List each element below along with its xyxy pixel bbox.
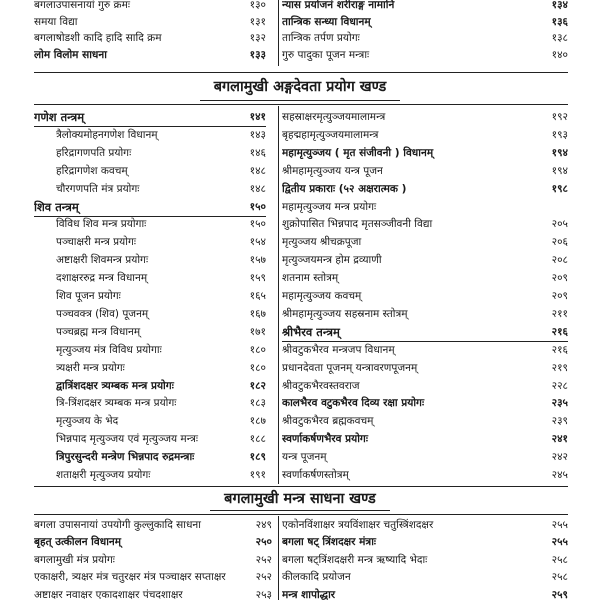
toc-entry-title: शिव तन्त्रम् bbox=[34, 199, 79, 214]
toc-entry bbox=[34, 215, 266, 233]
toc-entry-title: बगलाउपासनायां गुरु क्रमः bbox=[34, 0, 130, 11]
toc-entry bbox=[34, 586, 272, 604]
toc-page-number: १९४ bbox=[551, 146, 568, 159]
toc-page-number: १४६ bbox=[249, 146, 266, 159]
toc-entry-title: बृहद्महामृत्युञ्जयमालामन्त्र bbox=[282, 128, 379, 141]
toc-entry bbox=[34, 180, 266, 198]
toc-page-number: १३४ bbox=[551, 0, 568, 11]
toc-entry bbox=[282, 448, 568, 466]
toc-page-number: १८२ bbox=[249, 379, 266, 392]
toc-entry bbox=[282, 29, 568, 47]
toc-page-number: २५५ bbox=[551, 519, 568, 531]
toc-page-number: २०९ bbox=[551, 290, 568, 302]
toc-entry-title: प्रधानदेवता पूजनम् यन्त्रावरणपूजनम् bbox=[282, 361, 418, 374]
toc-entry-title: हरिद्रागणपति प्रयोगः bbox=[56, 146, 132, 159]
toc-entry-title: त्र्यक्षरी मन्त्र प्रयोगः bbox=[56, 361, 125, 374]
toc-entry bbox=[34, 144, 266, 162]
toc-page-number: १९२ bbox=[551, 111, 568, 123]
toc-entry-title: कालभैरव वटुकभैरव दिव्य रक्षा प्रयोगः bbox=[282, 397, 425, 410]
toc-entry bbox=[34, 430, 266, 448]
toc-entry bbox=[34, 251, 266, 269]
toc-entry bbox=[282, 144, 568, 162]
toc-page-number: १६५ bbox=[249, 290, 266, 302]
toc-page-number: १४० bbox=[551, 48, 568, 61]
toc-entry bbox=[282, 215, 568, 233]
toc-entry-title: बृहत् उत्कीलन विधानम् bbox=[34, 536, 122, 549]
toc-page-number: २४२ bbox=[551, 451, 568, 464]
toc-entry-title: बगलाषोडशी कादि हादि सादि क्रम bbox=[34, 32, 162, 44]
toc-page-number: १३० bbox=[249, 0, 266, 11]
toc-entry-title: यन्त्र पूजनम् bbox=[282, 451, 327, 464]
toc-entry-title: शुक्रोपासित भिन्नपाद मृतसञ्जीवनी विद्या bbox=[282, 218, 433, 231]
toc-entry bbox=[282, 430, 568, 448]
section-rule bbox=[200, 100, 400, 101]
toc-entry-title: बगला षट्त्रिंशदक्षरी मन्त्र ऋष्यादि भेदाः bbox=[282, 553, 428, 566]
toc-entry bbox=[282, 412, 568, 430]
toc-entry-title: बगलामुखी मंत्र प्रयोगः bbox=[34, 553, 115, 566]
toc-entry bbox=[282, 305, 568, 323]
toc-page-number: १८७ bbox=[249, 415, 266, 428]
toc-page-number: २०५ bbox=[551, 218, 568, 231]
toc-entry-title: श्रीमहामृत्युञ्जय यन्त्र पूजन bbox=[282, 164, 383, 177]
toc-entry bbox=[282, 359, 568, 377]
toc-entry bbox=[34, 341, 266, 359]
toc-page-number: २५२ bbox=[255, 553, 272, 566]
toc-page-number: १९८ bbox=[551, 182, 568, 195]
toc-entry-title: त्रैलोक्यमोहनगणेश विधानम् bbox=[56, 128, 158, 141]
toc-group-heading bbox=[34, 198, 266, 216]
section1-title: बगलामुखी अङ्गदेवता प्रयोग खण्ड bbox=[213, 79, 387, 95]
toc-page-number: १९३ bbox=[551, 128, 568, 141]
toc-entry-title: श्रीवटुकभैरवस्तवराज bbox=[282, 379, 360, 392]
toc-entry-title: द्वात्रिंशदक्षर त्र्यम्बक मन्त्र प्रयोगः bbox=[56, 379, 174, 392]
toc-entry-title: चौरगणपति मंत्र प्रयोगः bbox=[56, 182, 140, 195]
toc-entry-title: मन्त्र शापोद्धार bbox=[282, 588, 336, 601]
toc-entry bbox=[34, 287, 266, 305]
toc-entry bbox=[282, 13, 568, 31]
toc-entry bbox=[34, 448, 266, 466]
section-rule bbox=[34, 486, 568, 487]
toc-entry bbox=[34, 269, 266, 287]
toc-page-number: २५५ bbox=[551, 536, 568, 549]
toc-page-number: २०६ bbox=[551, 236, 568, 249]
toc-entry-title: हरिद्रागणेश कवचम् bbox=[56, 164, 128, 177]
toc-page-number: १७१ bbox=[249, 325, 266, 338]
toc-entry bbox=[34, 126, 266, 144]
toc-entry-title: द्वितीय प्रकाराः (५२ अक्षरात्मक ) bbox=[282, 182, 407, 195]
toc-page-number: १५७ bbox=[249, 254, 266, 267]
toc-page-number: २१९ bbox=[551, 361, 568, 374]
toc-entry bbox=[282, 287, 568, 305]
toc-entry-title: शताक्षरी मृत्युञ्जय प्रयोगः bbox=[56, 469, 151, 481]
toc-entry-title: पञ्चाक्षरी मन्त्र प्रयोगः bbox=[56, 236, 136, 249]
toc-entry-title: पञ्चवक्त्र (शिव) पूजनम् bbox=[56, 307, 149, 320]
toc-entry-title: मृत्युञ्जयमन्त्र होम द्रव्याणी bbox=[282, 254, 382, 267]
section-rule bbox=[34, 514, 568, 515]
toc-entry bbox=[34, 13, 266, 31]
toc-entry-title: कीलकादि प्रयोजन bbox=[282, 571, 351, 584]
toc-page-number: १४१ bbox=[249, 111, 266, 123]
toc-entry bbox=[282, 466, 568, 484]
toc-page-number: २४९ bbox=[255, 519, 272, 531]
toc-entry bbox=[34, 568, 272, 586]
toc-entry-title: तान्त्रिक सन्ध्या विधानम् bbox=[282, 15, 371, 28]
toc-entry-title: समया विद्या bbox=[34, 15, 78, 28]
toc-entry bbox=[282, 126, 568, 144]
toc-entry-title: शिव पूजन प्रयोगः bbox=[56, 290, 121, 302]
column-divider bbox=[278, 106, 279, 484]
toc-entry-title: त्रि-त्रिंशदक्षर त्र्यम्बक मन्त्र प्रयोगः bbox=[56, 397, 177, 410]
toc-entry bbox=[34, 516, 272, 534]
toc-entry bbox=[282, 180, 568, 198]
toc-entry-title: सहस्राक्षरमृत्युञ्जयमालामन्त्र bbox=[282, 111, 386, 123]
toc-page-number: २११ bbox=[551, 307, 568, 320]
toc-entry bbox=[282, 108, 568, 126]
toc-entry bbox=[282, 251, 568, 269]
toc-page-number: २४५ bbox=[551, 469, 568, 481]
toc-entry-title: स्वर्णाकर्षणस्तोत्रम् bbox=[282, 469, 349, 481]
toc-page-number: १३१ bbox=[249, 15, 266, 28]
toc-page-number: २२८ bbox=[551, 379, 568, 392]
toc-page-number: १८३ bbox=[249, 397, 266, 410]
toc-entry bbox=[282, 533, 568, 551]
toc-page-number: २३५ bbox=[551, 397, 568, 410]
toc-entry bbox=[34, 394, 266, 412]
toc-entry bbox=[282, 516, 568, 534]
toc-entry-title: दशाक्षररुद्र मन्त्र विधानम् bbox=[56, 272, 148, 285]
toc-entry-title: गणेश तन्त्रम् bbox=[34, 110, 85, 124]
section-rule bbox=[34, 72, 568, 73]
toc-page-number: २५२ bbox=[255, 571, 272, 584]
toc-page-number: २१६ bbox=[551, 325, 568, 338]
toc-page-number: १५० bbox=[249, 200, 266, 213]
toc-entry-title: बगला उपासनायां उपयोगी कुल्लुकादि साधना bbox=[34, 519, 201, 531]
toc-page-number: २३९ bbox=[551, 415, 568, 428]
toc-entry bbox=[34, 29, 266, 47]
toc-entry-title: बगला षट् त्रिंशदक्षर मंत्राः bbox=[282, 536, 377, 549]
toc-entry bbox=[34, 551, 272, 569]
toc-entry bbox=[34, 533, 272, 551]
toc-entry-title: एकाक्षरी, त्र्यक्षर मंत्र चतुरक्षर मंत्र पञ्चाक्षर सप्ताक्षर bbox=[34, 571, 226, 584]
toc-entry-title: पञ्चब्रह्म मन्त्र विधानम् bbox=[56, 325, 141, 338]
toc-entry-title: एकोनविंशाक्षर त्रयविंशाक्षर चतुस्त्रिंशदक्षर bbox=[282, 519, 434, 531]
toc-entry-title: मृत्युञ्जय मंत्र विविध प्रयोगाः bbox=[56, 343, 162, 356]
toc-entry-title: महामृत्युञ्जय कवचम् bbox=[282, 290, 362, 302]
toc-page-number: २५० bbox=[255, 536, 272, 549]
toc-page-number: २५८ bbox=[551, 553, 568, 566]
toc-page-number: १४८ bbox=[249, 164, 266, 177]
toc-entry bbox=[282, 341, 568, 359]
toc-entry-title: अष्टाक्षरी शिवमन्त्र प्रयोगः bbox=[56, 254, 149, 267]
toc-page-number: १६७ bbox=[249, 307, 266, 320]
toc-entry-title: मृत्युञ्जय श्रीचक्रपूजा bbox=[282, 236, 362, 249]
toc-entry-title: भिन्नपाद मृत्युञ्जय एवं मृत्युञ्जय मन्त्रः bbox=[56, 433, 199, 446]
toc-page-number: १३३ bbox=[249, 48, 266, 61]
toc-entry-title: श्रीभैरव तन्त्रम् bbox=[282, 324, 340, 339]
toc-entry-title: न्यास प्रयोजनं शरीराङ्ग नामानि bbox=[282, 0, 395, 11]
toc-page-number: १५९ bbox=[249, 272, 266, 285]
toc-entry-title: श्रीवटुकभैरव मन्त्रजप विधानम् bbox=[282, 343, 395, 356]
toc-entry-title: त्रिपुरसुन्दरी मन्त्रेण भिन्नपाद रुद्रमन्त्राः bbox=[56, 451, 195, 464]
section-rule bbox=[210, 510, 390, 511]
toc-page-number: १८० bbox=[249, 361, 266, 374]
toc-entry-title: स्वर्णाकर्षणभैरव प्रयोगः bbox=[282, 433, 368, 446]
toc-entry-title: शतनाम स्तोत्रम् bbox=[282, 272, 339, 285]
toc-page-number: १३२ bbox=[249, 32, 266, 44]
toc-page-number: १८९ bbox=[249, 451, 266, 464]
toc-entry bbox=[34, 305, 266, 323]
toc-page-number: २०८ bbox=[551, 254, 568, 267]
toc-entry-title: मृत्युञ्जय के भेद bbox=[56, 415, 119, 428]
section2-title: बगलामुखी मन्त्र साधना खण्ड bbox=[224, 491, 376, 507]
toc-page-number: १५० bbox=[249, 218, 266, 231]
toc-page-number: २५३ bbox=[255, 588, 272, 601]
toc-page-number: १३६ bbox=[551, 15, 568, 28]
toc-page-number: १३८ bbox=[551, 32, 568, 44]
toc-entry bbox=[282, 46, 568, 64]
toc-group-heading bbox=[34, 108, 266, 126]
toc-entry-title: विविध शिव मन्त्र प्रयोगाः bbox=[56, 218, 147, 231]
toc-page-number: २०९ bbox=[551, 272, 568, 285]
column-divider bbox=[278, 516, 279, 600]
toc-page-number: १९४ bbox=[551, 164, 568, 177]
toc-entry-title: गुरु पादुका पूजन मन्त्राः bbox=[282, 48, 370, 61]
toc-entry bbox=[282, 568, 568, 586]
toc-page-number: १८८ bbox=[249, 433, 266, 446]
toc-page-number: १५४ bbox=[249, 236, 266, 249]
toc-entry-title: महामृत्युञ्जय ( मृत संजीवनी ) विधानम् bbox=[282, 146, 434, 159]
toc-entry bbox=[282, 269, 568, 287]
toc-page-number: १४८ bbox=[249, 182, 266, 195]
toc-entry bbox=[34, 323, 266, 341]
toc-group-heading bbox=[282, 323, 568, 341]
toc-entry bbox=[34, 466, 266, 484]
toc-entry bbox=[282, 377, 568, 395]
toc-entry-title: अष्टाक्षर नवाक्षर एकादशाक्षर पंचदशाक्षर bbox=[34, 588, 183, 601]
toc-entry-title: महामृत्युञ्जय मन्त्र प्रयोगः bbox=[282, 200, 377, 213]
toc-entry bbox=[34, 46, 266, 64]
toc-entry bbox=[282, 233, 568, 251]
toc-entry bbox=[282, 162, 568, 180]
toc-page-number: २५८ bbox=[551, 571, 568, 584]
toc-entry-title: लोम विलोम साधना bbox=[34, 48, 107, 61]
toc-entry bbox=[34, 377, 266, 395]
toc-page-number: २४१ bbox=[551, 433, 568, 446]
toc-entry-title: श्रीवटुकभैरव ब्रह्मकवचम् bbox=[282, 415, 374, 428]
toc-entry bbox=[34, 412, 266, 430]
toc-page-number: १८० bbox=[249, 343, 266, 356]
toc-entry bbox=[282, 586, 568, 604]
toc-entry bbox=[282, 394, 568, 412]
column-divider bbox=[278, 0, 279, 66]
toc-entry bbox=[34, 233, 266, 251]
toc-entry-title: श्रीमहामृत्युञ्जय सहस्रनाम स्तोत्रम् bbox=[282, 307, 408, 320]
toc-page-number: २५९ bbox=[551, 588, 568, 601]
toc-entry bbox=[282, 551, 568, 569]
section-rule bbox=[34, 104, 568, 105]
toc-entry-title: तान्त्रिक तर्पण प्रयोगः bbox=[282, 32, 360, 44]
toc-page-number: २१६ bbox=[551, 343, 568, 356]
toc-page-number: १४३ bbox=[249, 128, 266, 141]
toc-entry bbox=[34, 162, 266, 180]
toc-page-number: १९१ bbox=[249, 469, 266, 481]
toc-entry bbox=[282, 198, 568, 216]
toc-entry bbox=[34, 359, 266, 377]
